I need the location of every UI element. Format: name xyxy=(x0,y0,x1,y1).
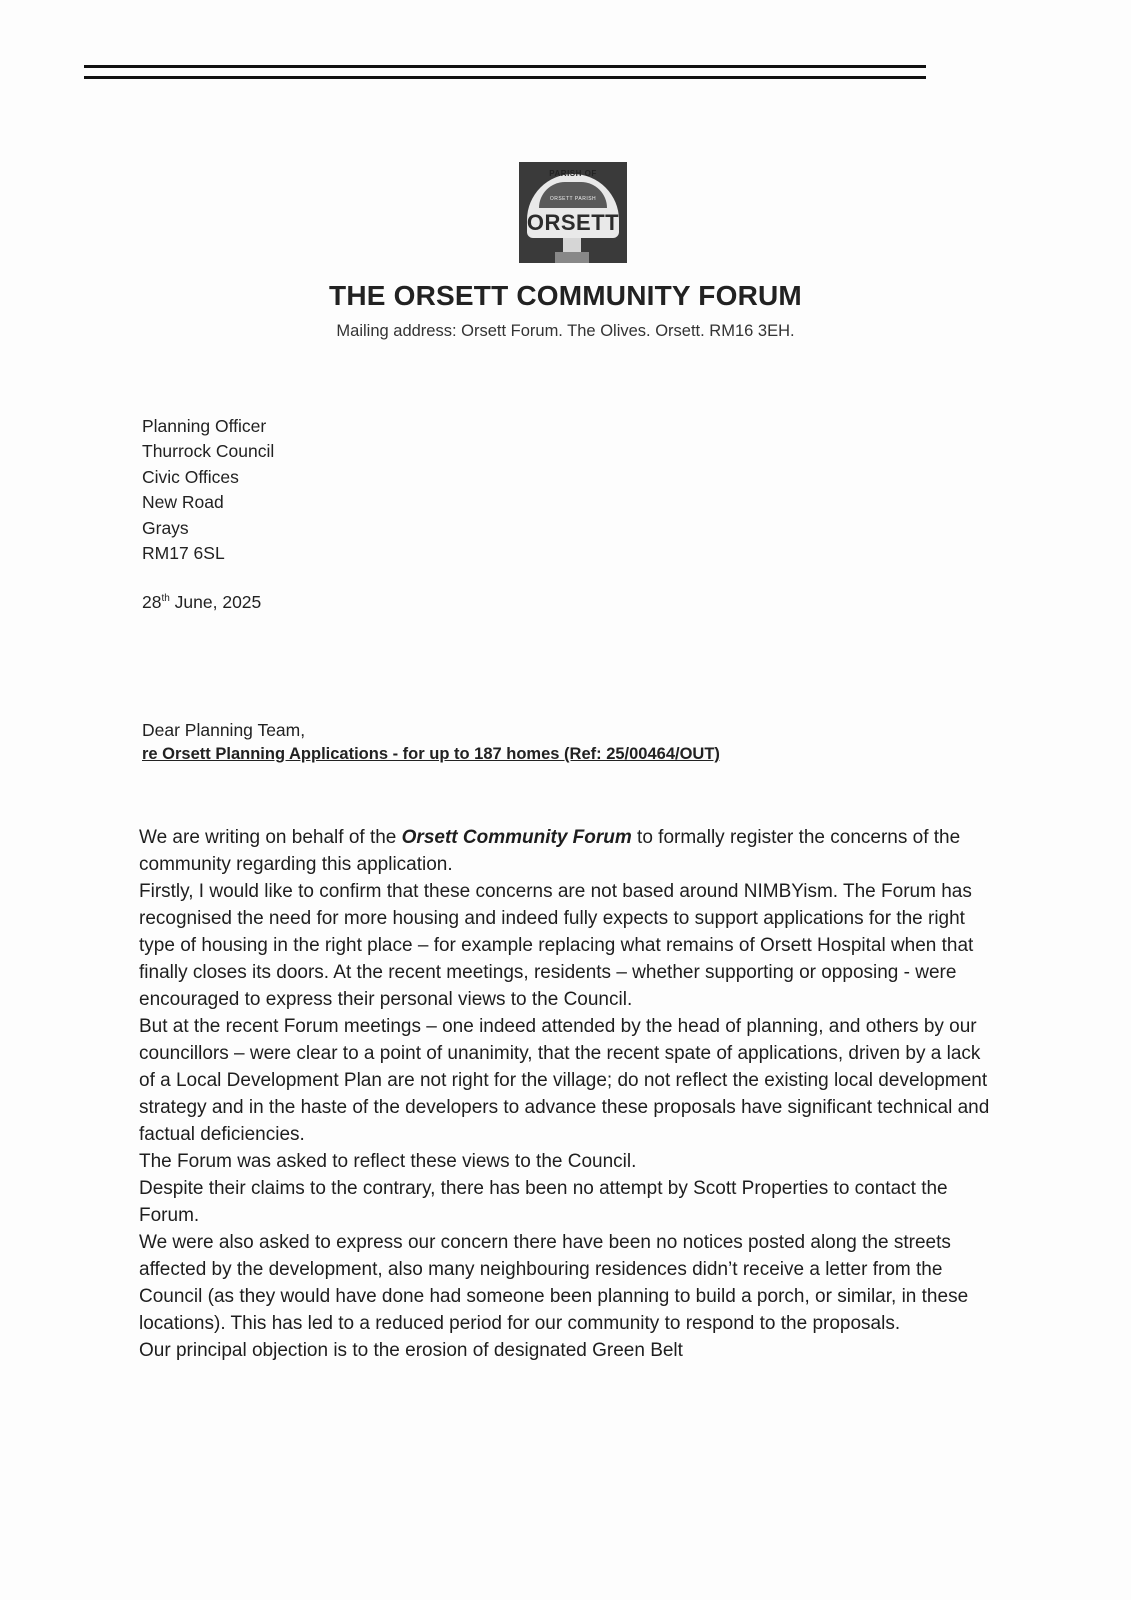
body-paragraph: Despite their claims to the contrary, there has been no attempt by Scott Properties to contact the Forum. xyxy=(139,1178,948,1226)
recipient-line: Thurrock Council xyxy=(142,441,275,462)
recipient-line: Planning Officer xyxy=(142,416,267,436)
intro-text: We are writing on behalf of the xyxy=(139,827,402,848)
logo-mid-text: ORSETT PARISH xyxy=(549,196,597,202)
salutation: Dear Planning Team, xyxy=(142,720,306,740)
orsett-parish-logo xyxy=(519,162,627,263)
logo-banner-text: ORSETT xyxy=(526,210,620,235)
subject-line: re Orsett Planning Applications - for up to 187 homes (Ref: 25/00464/OUT) xyxy=(142,745,720,763)
logo-arc-text: PARISH OF xyxy=(549,169,597,178)
recipient-line: Grays xyxy=(142,517,189,538)
recipient-line: New Road xyxy=(142,492,224,513)
intro-text-after: to formally register the concerns of the community regarding this application. xyxy=(139,827,961,875)
top-rule xyxy=(84,65,926,68)
logo-post-base xyxy=(555,252,589,263)
mailing-address: Mailing address: Orsett Forum. The Olives. Orsett. RM16 3EH. xyxy=(336,322,795,340)
intro-paragraph xyxy=(139,824,999,878)
date-day: 28 xyxy=(142,592,162,612)
body-paragraph: Firstly, I would like to confirm that these concerns are not based around NIMBYism. The Forum has recognised the need for more housing and indeed fully expects to support applications for the right type of housing in the right place – for example replacing what remains of Orsett Hospital when that finally closes its doors. At the recent meetings, residents – whether supporting or opposing - were encouraged to express their personal views to the Council. xyxy=(139,881,974,1010)
organisation-title: THE ORSETT COMMUNITY FORUM xyxy=(329,280,802,311)
recipient-address xyxy=(142,414,274,566)
recipient-line: RM17 6SL xyxy=(142,543,225,564)
letter-date xyxy=(142,592,261,613)
body-paragraph: But at the recent Forum meetings – one indeed attended by the head of planning, and others by our councillors – were clear to a point of unanimity, that the recent spate of applications, driven by a lack of a Local Development Plan are not right for the village; do not reflect the existing local development strategy and in the haste of the developers to advance these proposals have significant technical and factual deficiencies. xyxy=(139,1016,990,1145)
letter-body xyxy=(139,824,999,1364)
forum-name-emphasis: Orsett Community Forum xyxy=(401,827,632,848)
body-paragraph: Our principal objection is to the erosion of designated Green Belt xyxy=(139,1340,683,1361)
top-rule-second xyxy=(84,76,926,79)
date-rest: June, 2025 xyxy=(169,592,262,612)
body-paragraph: We were also asked to express our concern there have been no notices posted along the streets affected by the development, also many neighbouring residences didn’t receive a letter from the Council (as they would have done had someone been planning to build a porch, or similar, in these locations). This has led to a reduced period for our community to respond to the proposals. xyxy=(139,1232,969,1334)
date-suffix: th xyxy=(161,593,170,604)
recipient-line: Civic Offices xyxy=(142,466,239,487)
body-paragraph: The Forum was asked to reflect these views to the Council. xyxy=(139,1151,637,1172)
